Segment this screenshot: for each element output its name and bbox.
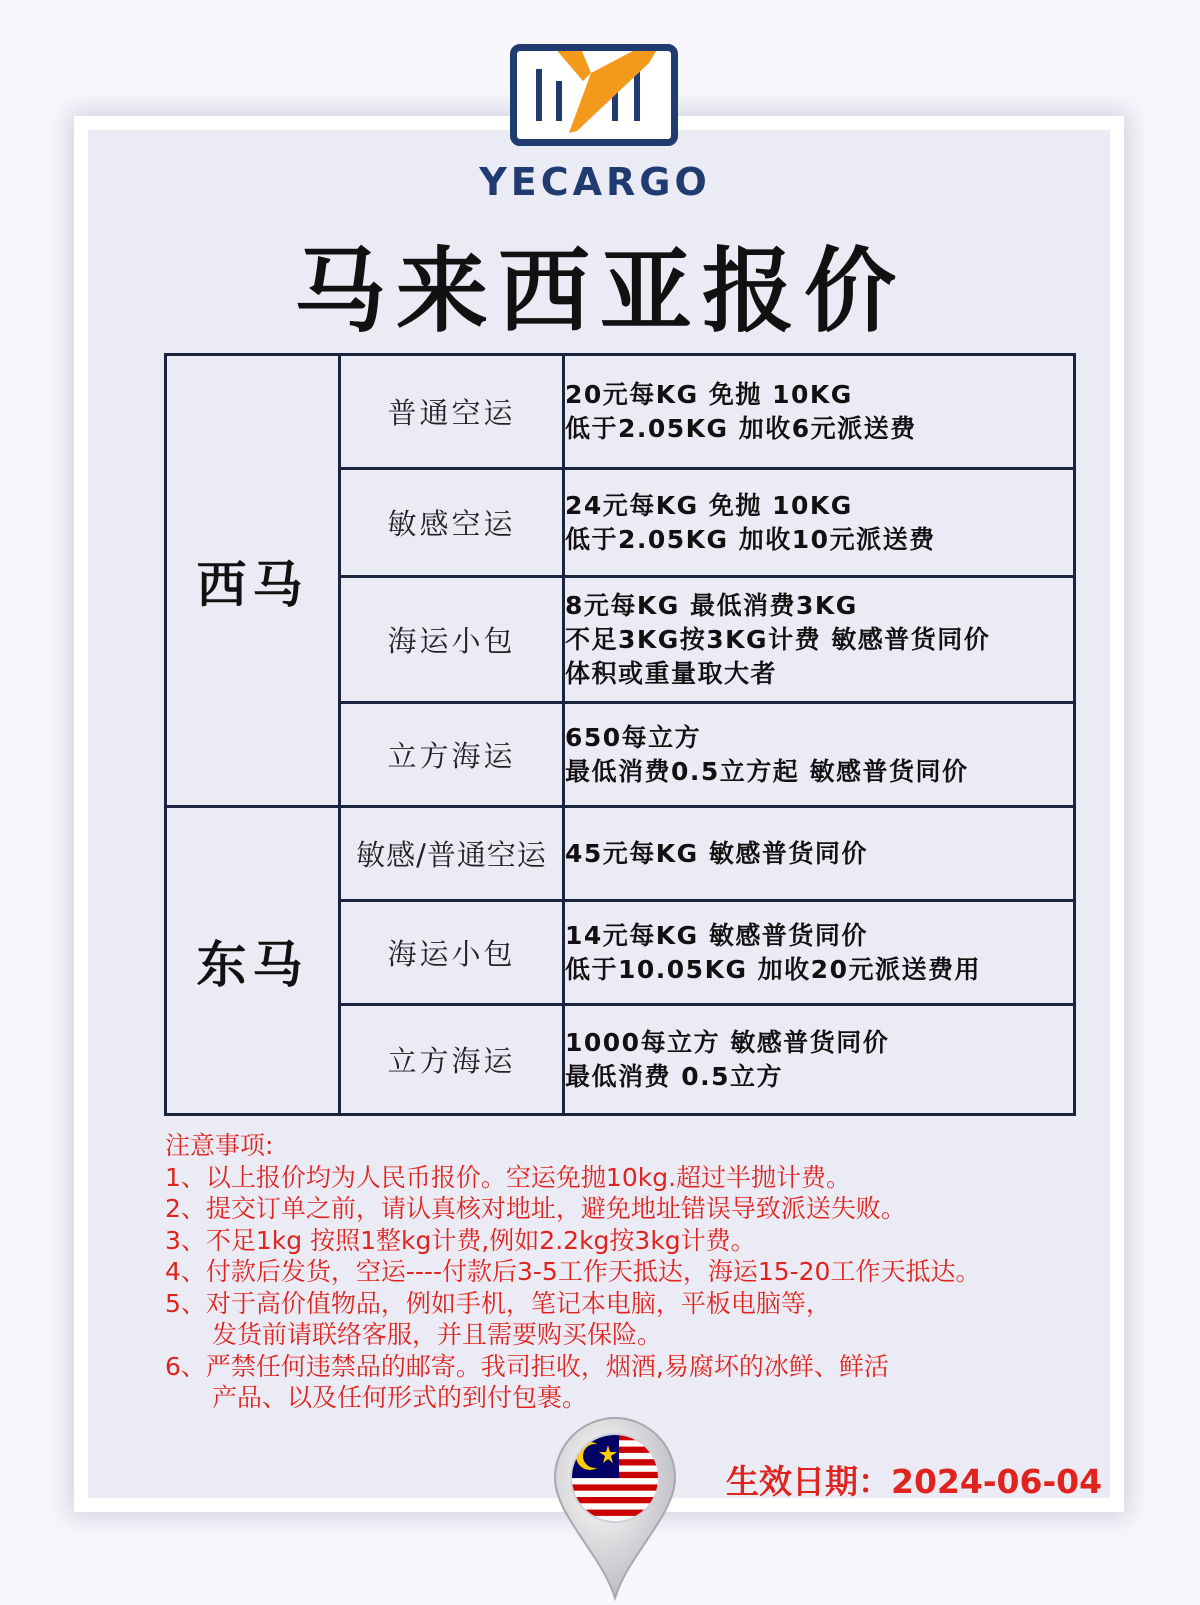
service-name: 立方海运 [340, 1005, 564, 1115]
note-item-continued: 产品、以及任何形式的到付包裹。 [212, 1383, 588, 1412]
service-price [564, 577, 1075, 703]
effective-date-value: 2024-06-04 [891, 1462, 1103, 1501]
service-price [564, 355, 1075, 469]
note-item: 1、以上报价均为人民币报价。空运免抛10kg.超过半抛计费。 [165, 1162, 852, 1192]
note-item: 2、提交订单之前，请认真核对地址，避免地址错误导致派送失败。 [165, 1194, 906, 1223]
service-name: 海运小包 [340, 901, 564, 1005]
service-name: 敏感空运 [340, 469, 564, 577]
note-item-continued: 发货前请联络客服，并且需要购买保险。 [212, 1320, 663, 1349]
service-price [564, 469, 1075, 577]
price-line: 20元每KG 免抛 10KG [565, 379, 853, 409]
price-line: 低于10.05KG 加收20元派送费用 [565, 954, 981, 984]
price-line: 14元每KG 敏感普货同价 [565, 920, 868, 950]
price-line: 1000每立方 敏感普货同价 [565, 1027, 890, 1057]
service-price [564, 703, 1075, 807]
notes-section [165, 1130, 1125, 1414]
rates-table [164, 353, 1076, 1116]
price-line: 低于2.05KG 加收10元派送费 [565, 524, 936, 554]
price-line: 不足3KG按3KG计费 敏感普货同价 [565, 624, 991, 654]
table-row [166, 355, 1075, 469]
region-east-malaysia: 东马 [166, 807, 340, 1115]
notes-heading: 注意事项: [165, 1131, 274, 1160]
price-line: 45元每KG 敏感普货同价 [565, 838, 868, 868]
brand-name: YECARGO [479, 160, 711, 204]
price-line: 最低消费 0.5立方 [565, 1061, 783, 1091]
service-price [564, 1005, 1075, 1115]
price-line: 最低消费0.5立方起 敏感普货同价 [565, 756, 969, 786]
price-line: 低于2.05KG 加收6元派送费 [565, 413, 917, 443]
effective-date-label: 生效日期： [726, 1462, 891, 1501]
service-name: 海运小包 [340, 577, 564, 703]
service-price [564, 807, 1075, 901]
yecargo-logo-icon [510, 44, 678, 146]
malaysia-flag-pin-icon [552, 1415, 678, 1605]
note-item: 3、不足1kg 按照1整kg计费,例如2.2kg按3kg计费。 [165, 1225, 756, 1255]
region-west-malaysia: 西马 [166, 355, 340, 807]
service-name: 敏感/普通空运 [340, 807, 564, 901]
price-line: 8元每KG 最低消费3KG [565, 590, 858, 620]
note-item: 4、付款后发货，空运----付款后3-5工作天抵达，海运15-20工作天抵达。 [165, 1257, 981, 1286]
price-line: 24元每KG 免抛 10KG [565, 490, 853, 520]
price-line: 体积或重量取大者 [565, 658, 778, 688]
service-name: 普通空运 [340, 355, 564, 469]
price-line: 650每立方 [565, 722, 702, 752]
table-row [166, 807, 1075, 901]
page-title: 马来西亚报价 [293, 238, 906, 345]
note-item: 6、严禁任何违禁品的邮寄。我司拒收，烟酒,易腐坏的冰鲜、鲜活 [165, 1351, 889, 1381]
effective-date [726, 1456, 1126, 1503]
service-price [564, 901, 1075, 1005]
service-name: 立方海运 [340, 703, 564, 807]
note-item: 5、对于高价值物品，例如手机，笔记本电脑，平板电脑等， [165, 1288, 831, 1318]
